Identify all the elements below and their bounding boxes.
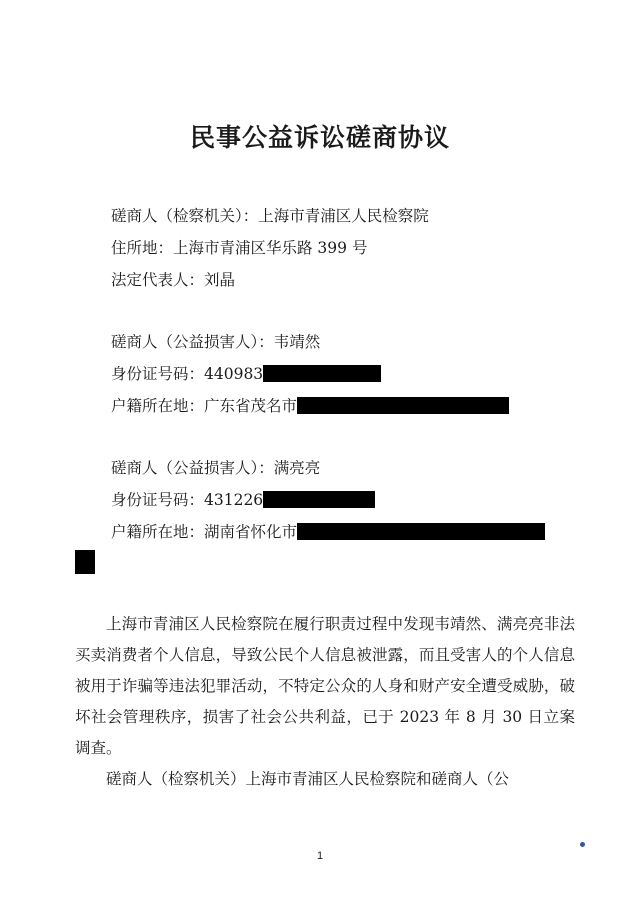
party3-id-line bbox=[111, 490, 375, 510]
page-number: 1 bbox=[316, 850, 324, 862]
document-title: 民事公益诉讼磋商协议 bbox=[189, 123, 450, 152]
party2-household-text: 户籍所在地：广东省茂名市 bbox=[111, 397, 298, 415]
party3-household-line bbox=[111, 522, 545, 542]
redaction-bar bbox=[263, 491, 375, 508]
party3-name-line: 磋商人（公益损害人）：满亮亮 bbox=[111, 459, 321, 477]
body-text bbox=[75, 609, 575, 795]
party1-representative-line: 法定代表人：刘晶 bbox=[111, 271, 236, 289]
redaction-bar bbox=[263, 365, 381, 382]
redaction-bar bbox=[297, 523, 545, 540]
party2-id-text: 身份证号码：440983 bbox=[111, 365, 264, 383]
party1-address-line: 住所地：上海市青浦区华乐路 399 号 bbox=[111, 239, 368, 257]
party3-household-text: 户籍所在地：湖南省怀化市 bbox=[111, 523, 298, 541]
party2-household-line bbox=[111, 396, 509, 416]
redaction-block bbox=[75, 550, 95, 574]
body-paragraph: 磋商人（检察机关）上海市青浦区人民检察院和磋商人（公 bbox=[106, 770, 510, 788]
party2-name-line: 磋商人（公益损害人）：韦靖然 bbox=[111, 333, 321, 351]
redaction-bar bbox=[297, 397, 509, 414]
party3-id-text: 身份证号码：431226 bbox=[111, 491, 264, 509]
party2-id-line bbox=[111, 364, 381, 384]
party1-name-line: 磋商人（检察机关）：上海市青浦区人民检察院 bbox=[111, 207, 429, 225]
blue-dot-mark bbox=[580, 842, 585, 847]
body-paragraph: 上海市青浦区人民检察院在履行职责过程中发现韦靖然、满亮亮非法买卖消费者个人信息，导致公民个人信息被泄露，而且受害人的个人信息被用于诈骗等违法犯罪活动，不特定公众的人身和财产安全遭受威胁，破坏社会管理秩序，损害了社会公共利益，已于 2023 年 8 月 30 日立案调查。 bbox=[75, 615, 575, 757]
